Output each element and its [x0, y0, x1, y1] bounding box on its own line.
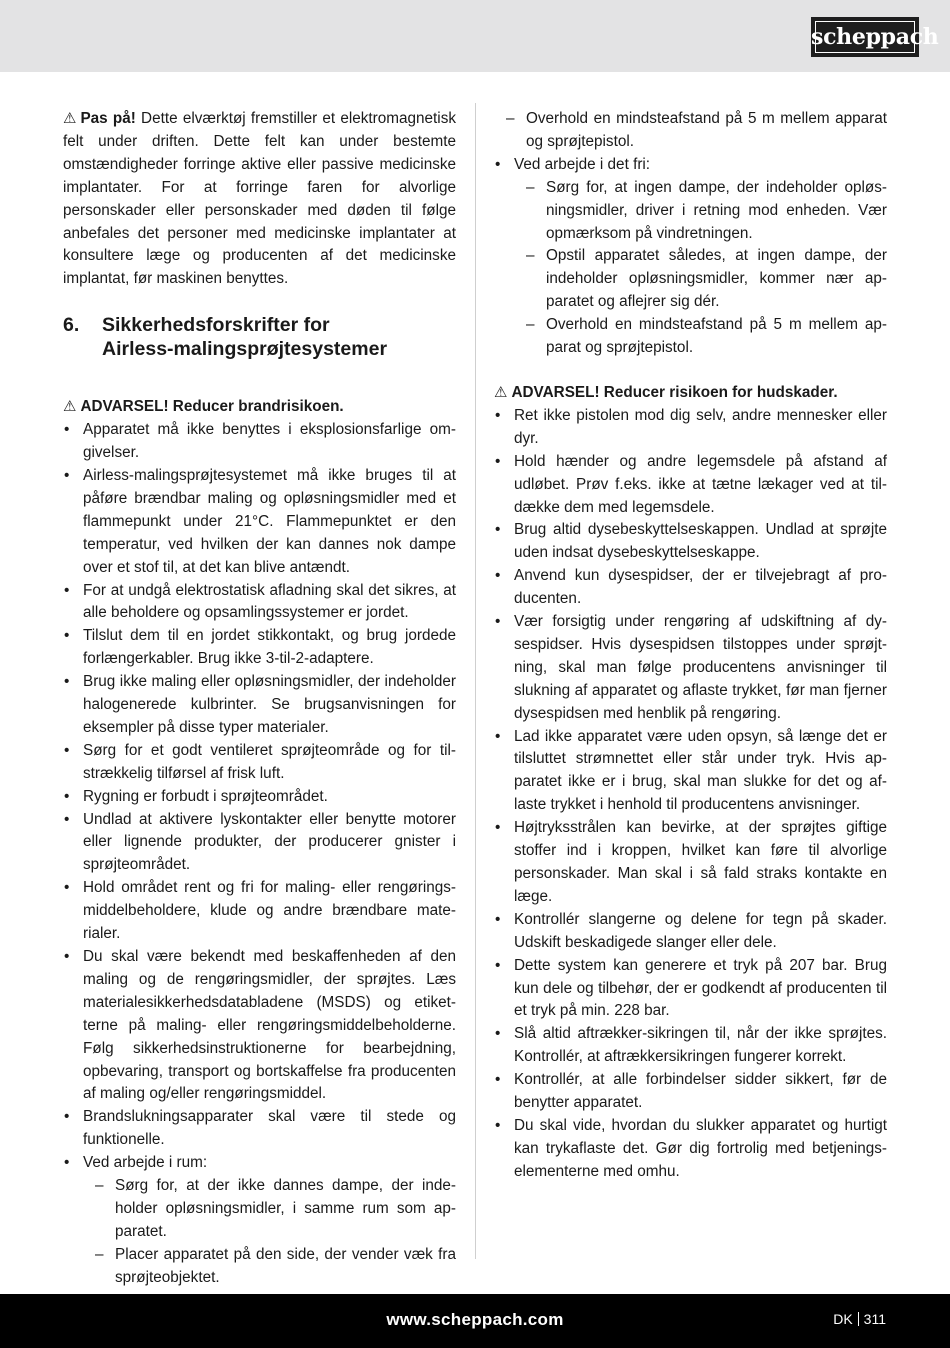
warning-icon: ⚠ [63, 110, 77, 127]
warning-icon: ⚠ [63, 398, 77, 416]
list-item: • For at undgå elektrostatisk afladning skal det sikres, at alle beholdere og opsamlingssystemer er jordet. [63, 580, 456, 626]
list-item: • Slå altid aftrækker-sikringen til, når der ikke sprøjtes. Kontrollér, at aftrækkersikringen fungerer korrekt. [494, 1023, 887, 1069]
continued-sublist [474, 108, 887, 154]
intro-lead: Pas på! [80, 110, 136, 127]
list-item: • Brandslukningsapparater skal være til stede og funktionelle. [63, 1106, 456, 1152]
right-column [494, 108, 887, 1184]
brand-logo: scheppach [811, 17, 919, 57]
page-number: 311 [863, 1311, 886, 1327]
skin-warning-list [494, 405, 887, 1184]
list-item: • Anvend kun dysespidser, der er tilvejebragt af producenten. [494, 565, 887, 611]
skin-warning-title [494, 382, 887, 405]
sublist-item: – Placer apparatet på den side, der vender væk fra sprøjteobjektet. [95, 1244, 456, 1290]
list-item-outdoor [494, 154, 887, 360]
list-item: • Kontrollér slangerne og delene for tegn på skader. Udskift beskadigede slanger eller dele. [494, 909, 887, 955]
intro-text: Dette elværktøj fremstiller et elektromagnetisk felt under driften. Dette felt kan under bestemte omstændigheder forringe aktive eller passive medicinske implantater. For at forringe faren for alvorlige personskader eller personskader med døden til følge anbefales det personer med medicinske implantater at konsultere læge og producenten af det medicinske implantat, før maskinen benyttes. [63, 110, 456, 288]
skin-warning-title-text: ADVARSEL! Reducer risikoen for hudskader. [511, 383, 838, 401]
list-item: • Hold hænder og andre legemsdele på afstand af udløbet. Prøv f.eks. ikke at tætne lækager ved at tildække dem med legemsdele. [494, 451, 887, 520]
list-item: • Brug ikke maling eller opløsningsmidler, der indeholder halogenerede kulbrinter. Se brugsanvisningen for eksempler på disse typer materialer. [63, 671, 456, 740]
warning-icon: ⚠ [494, 383, 508, 401]
column-divider [475, 103, 476, 1259]
list-item: • Kontrollér, at alle forbindelser sidder sikkert, før de benytter apparatet. [494, 1069, 887, 1115]
section-heading [63, 314, 456, 361]
outdoor-label: Ved arbejde i det fri: [514, 155, 651, 173]
list-item: • Du skal vide, hvordan du slukker apparatet og hurtigt kan trykaflaste det. Gør dig fortrolig med betjeningselementerne med omhu. [494, 1115, 887, 1184]
list-item: • Apparatet må ikke benyttes i eksplosionsfarlige omgivelser. [63, 419, 456, 465]
section-number: 6. [63, 314, 80, 337]
fire-warning-title-text: ADVARSEL! Reducer brandrisikoen. [80, 398, 344, 416]
section-title-line2: Airless-malingsprøjtesystemer [102, 337, 388, 360]
list-item: • Tilslut dem til en jordet stikkontakt, og brug jordede forlængerkabler. Brug ikke 3-til-2-adaptere. [63, 625, 456, 671]
outdoor-list [494, 154, 887, 360]
sublist-item: – Sørg for, at ingen dampe, der indeholder opløsningsmidler, driver i retning mod enheden. Vær opmærksom på vindretningen. [526, 177, 887, 246]
indoor-sublist [83, 1175, 456, 1290]
page-separator [858, 1312, 859, 1326]
list-item: • Sørg for et godt ventileret sprøjteområde og for tilstrækkelig tilførsel af frisk luft. [63, 740, 456, 786]
footer-bar [0, 1294, 950, 1348]
spacer [494, 360, 887, 382]
list-item: • Du skal være bekendt med beskaffenheden af den maling og de rengøringsmidler, der sprøjtes. Læs materialesikkerhedsdatabladene (MSDS) og etiketterne på maling- eller rengøringsmiddelbeholderne. Følg sikkerhedsinstruktionerne for bearbejdning, opbevaring, transport og bortskaffelse fra producenten af maling og/eller rengøringsmiddel. [63, 946, 456, 1106]
outdoor-sublist [514, 177, 887, 360]
fire-warning-list [63, 419, 456, 1289]
section-title [102, 314, 456, 361]
list-item: • Rygning er forbudt i sprøjteområdet. [63, 786, 456, 809]
footer-url[interactable]: www.scheppach.com [386, 1310, 564, 1329]
page-indicator [833, 1311, 886, 1327]
list-item: • Dette system kan generere et tryk på 207 bar. Brug kun dele og tilbehør, der er godkendt af producenten til et tryk på min. 228 bar. [494, 955, 887, 1024]
list-item: • Hold området rent og fri for maling- eller rengøringsmiddelbeholdere, klude og andre brændbare materialer. [63, 877, 456, 946]
list-item: • Undlad at aktivere lyskontakter eller benytte motorer eller lignende produkter, der producerer gnister i sprøjteområdet. [63, 809, 456, 878]
sublist-item: – Opstil apparatet således, at ingen dampe, der indeholder opløsningsmidler, kommer nær apparatet og aflejrer sig dér. [526, 245, 887, 314]
list-item: • Lad ikke apparatet være uden opsyn, så længe det er tilsluttet strømnettet eller står under tryk. Hvis apparatet ikke er i brug, skal man slukke for det og aflaste trykket i henhold til producentens anvisninger. [494, 726, 887, 818]
list-item: • Ret ikke pistolen mod dig selv, andre mennesker eller dyr. [494, 405, 887, 451]
fire-warning-title [63, 396, 456, 419]
sublist-item: – Sørg for, at der ikke dannes dampe, der indeholder opløsningsmidler, i samme rum som apparatet. [95, 1175, 456, 1244]
list-item: • Airless-malingsprøjtesystemet må ikke bruges til at påføre brændbar maling og opløsningsmidler med et flammepunkt under 21°C. Flammepunktet er den temperatur, ved hvilken der kan dannes nok dampe over et stof til, at det kan blive antændt. [63, 465, 456, 580]
header-bar [0, 0, 950, 72]
sublist-item: – Overhold en mindsteafstand på 5 m mellem apparat og sprøjtepistol. [526, 314, 887, 360]
left-column [63, 108, 456, 1290]
list-item-indoor [63, 1152, 456, 1289]
intro-paragraph [63, 108, 456, 291]
section-title-line1: Sikkerhedsforskrifter for [102, 314, 330, 337]
list-item: • Vær forsigtig under rengøring af udskiftning af dysespidser. Hvis dysespidsen tilstoppes under sprøjtning, skal man følge producentens anvisninger til slukning af apparatet og aflaste trykket, før man fjerner dysespidsen med henblik på rengøring. [494, 611, 887, 726]
list-item: • Højtryksstrålen kan bevirke, at der sprøjtes giftige stoffer ind i kroppen, hvilket kan føre til alvorlige personskader. Man skal i så fald straks kontakte en læge. [494, 817, 887, 909]
sublist-item: – Overhold en mindsteafstand på 5 m mellem apparat og sprøjtepistol. [506, 108, 887, 154]
list-item: • Brug altid dysebeskyttelseskappen. Undlad at sprøjte uden indsat dysebeskyttelseskappe. [494, 519, 887, 565]
indoor-label: Ved arbejde i rum: [83, 1154, 208, 1172]
language-code: DK [833, 1311, 853, 1327]
